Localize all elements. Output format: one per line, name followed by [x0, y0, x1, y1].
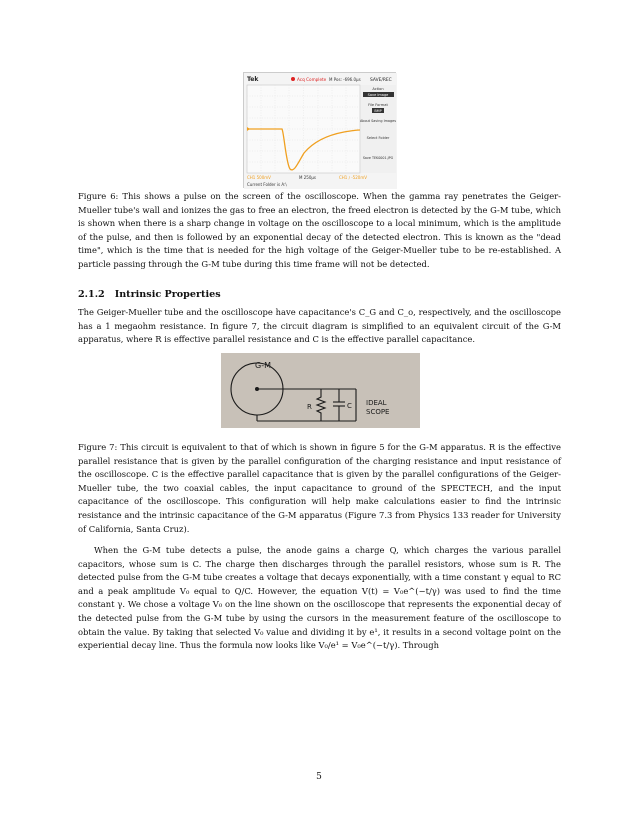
label-gm: G-M [255, 361, 271, 370]
menu-save-image: Save Image [367, 93, 389, 97]
scope-ch-scale: CH1 500mV [247, 175, 271, 180]
menu-format-value: BMP [374, 109, 382, 113]
figure6-caption: Figure 6: This shows a pulse on the screen of the oscilloscope. When the gamma ray penetrates the Geiger-Mueller tube's wall and ionizes the gas to free an electron, the freed electron is detected by the G-M tube, which is shown when there is a sharp change in voltage on the oscilloscope to a local minimum, which is the amplitude of the pulse, and then is followed by an exponential decay of the detected electron. This is known as the "dead time", which is the time that is needed for the high voltage of the Geiger-Mueller tube to be re-established. A particle passing through the G-M tube during this time frame will not be detected. [78, 191, 561, 269]
scope-trigger: CH1 ∕ -520mV [339, 175, 367, 180]
label-c: C [347, 402, 352, 410]
paragraph-time-constant: When the G-M tube detects a pulse, the anode gains a charge Q, which charges the various parallel capacitors, whose sum is C. The charge then discharges through the parallel resistors, whose sum is R. The detected pulse from the G-M tube creates a voltage that decays exponentially, with a time constant γ equal to RC and a peak amplitude V₀ equal to Q/C. However, the equation V(t) = V₀e^(−t/γ) was used to find the time constant γ. We chose a voltage V₀ on the line shown on the oscilloscope that represents the exponential decay of the detected pulse from the G-M tube by using the cursors in the measurement feature of the oscilloscope to obtain the value. By taking that selected V₀ value and dividing it by e¹, it results in a second voltage point on the experiential decay line. Thus the formula now looks like V₀/e¹ = V₀e^(−t/γ). Through [78, 545, 561, 651]
scope-footer: Current Folder is A:\ [247, 182, 287, 187]
circuit-diagram [221, 353, 420, 428]
label-ideal: IDEAL [366, 399, 387, 407]
scope-side-menu [360, 85, 396, 173]
label-r: R [307, 403, 312, 411]
oscilloscope-screen [244, 73, 397, 189]
scope-status: Acq Complete [297, 77, 327, 82]
page-number: 5 [316, 772, 322, 782]
scope-mpos: M Pos: -696.0µs [329, 77, 361, 82]
acq-indicator-icon [291, 77, 295, 81]
paragraph-intrinsic-properties: The Geiger-Mueller tube and the oscilloscope have capacitance's C_G and C_o, respectively, and the oscilloscope has a 1 megaohm resistance. In figure 7, the circuit diagram is simplified to an equivalent circuit of the G-M apparatus, where R is effective parallel resistance and C is the effective parallel capacitance. [78, 307, 561, 345]
scope-grid [247, 85, 360, 173]
section-number: 2.1.2 [78, 289, 105, 300]
menu-action: Action [372, 87, 384, 91]
scope-menu-title: SAVE/REC [370, 78, 392, 83]
menu-select-folder: Select Folder [366, 136, 390, 140]
menu-save-file: Save TEK0001.JPG [362, 156, 394, 160]
figure7-caption: Figure 7: This circuit is equivalent to that of which is shown in figure 5 for the G-M apparatus. R is the effective parallel resistance that is given by the parallel configuration of the charging resistance and input resistance of the oscilloscope. C is the effective parallel capacitance that is given by the parallel configurations of the Geiger-Mueller tube, the two coaxial cables, the input capacitance to ground of the SPECTECH, and the input capacitance of the oscilloscope. This configuration will help make calculations easier to find the intrinsic resistance and the intrinsic capacitance of the G-M apparatus (Figure 7.3 from Physics 133 reader for University of California, Santa Cruz). [78, 442, 561, 534]
scope-timebase: M 250µs [299, 175, 316, 180]
oscilloscope-screenshot [243, 72, 396, 188]
scope-brand: Tek [247, 76, 259, 83]
menu-file-format: File Format [368, 103, 388, 107]
section-title: Intrinsic Properties [114, 289, 221, 300]
section-heading [78, 289, 231, 300]
circuit-photo [221, 353, 420, 428]
menu-about-saving: About Saving Images [359, 119, 397, 123]
label-scope: SCOPE [366, 408, 390, 416]
